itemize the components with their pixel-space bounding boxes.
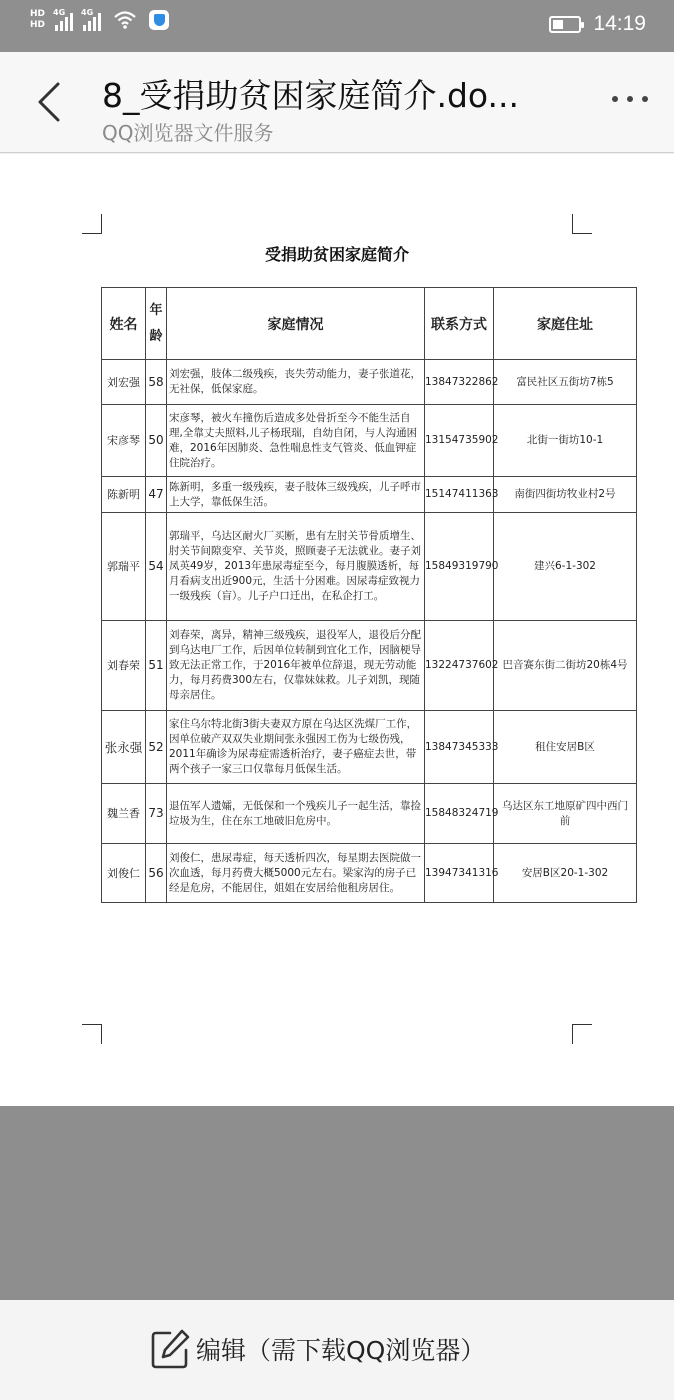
crop-mark-bottom-left [82,1024,102,1044]
cell-name: 陈新明 [102,477,146,513]
cell-age: 47 [146,477,167,513]
cell-address: 乌达区东工地原矿四中西门前 [494,784,637,844]
cell-phone: 13154735902 [425,405,494,477]
cell-info: 刘春荣，离异，精神三级残疾，退役军人，退役后分配到乌达电厂工作，后因单位转制到宜化工作，因脑梗导致无法正常工作，于2016年被单位辞退，现无劳动能力，每月药费300左右，仅靠妹妹救。儿子刘凯，现随母亲居住。 [167,621,425,711]
table-row [102,844,637,903]
cell-name: 刘俊仁 [102,844,146,903]
cell-name: 张永强 [102,711,146,784]
crop-mark-top-right [572,214,592,234]
hd-indicator [30,9,45,31]
document-title: 受捐助贫困家庭简介 [264,245,409,264]
family-table [101,287,637,903]
cell-info: 退伍军人遗孀，无低保和一个残疾儿子一起生活，靠捡垃圾为生，住在东工地破旧危房中。 [167,784,425,844]
crop-mark-top-left [82,214,102,234]
cell-info: 刘俊仁，患尿毒症，每天透析四次，每星期去医院做一次血透，每月药费大概5000元左右。梁家沟的房子已经是危房，不能居住，姐姐在安居给他租房居住。 [167,844,425,903]
status-right [549,12,646,36]
cell-phone: 13847322862 [425,360,494,405]
cell-phone: 13947341316 [425,844,494,903]
cell-info: 家住乌尔特北街3街夫妻双方原在乌达区洗煤厂工作，因单位破产双双失业期间张永强因工伤为七级伤残，2011年确诊为尿毒症需透析治疗，妻子癌症去世，带两个孩子一家三口仅靠每月低保生活。 [167,711,425,784]
cell-address: 租住安居B区 [494,711,637,784]
network-label-1: 4G [53,8,66,17]
cell-age: 73 [146,784,167,844]
hd-label-bottom: HD [30,20,46,30]
table-row [102,711,637,784]
cell-info: 陈新明，多重一级残疾，妻子肢体三级残疾，儿子呼市上大学，靠低保生活。 [167,477,425,513]
cell-phone: 13224737602 [425,621,494,711]
cell-address: 富民社区五街坊7栋5 [494,360,637,405]
crop-mark-bottom-right [572,1024,592,1044]
table-header-row [102,288,637,360]
hd-label-top: HD [30,9,46,19]
column-header-age: 年龄 [146,288,167,360]
edit-button[interactable] [148,1327,485,1371]
cell-address: 建兴6-1-302 [494,513,637,621]
cell-info: 刘宏强，肢体二级残疾，丧失劳动能力，妻子张道花，无社保，低保家庭。 [167,360,425,405]
status-left [30,9,169,31]
column-header-address: 家庭住址 [494,288,637,360]
column-header-phone: 联系方式 [425,288,494,360]
bottom-bar [0,1300,674,1400]
page-title: 8_受捐助贫困家庭简介.do... [102,76,520,115]
signal-icon [83,9,101,31]
column-header-info: 家庭情况 [167,288,425,360]
signal-icon [55,9,73,31]
table-row [102,621,637,711]
wifi-icon [113,10,137,30]
cell-info: 宋彦琴，被火车撞伤后造成多处骨折至今不能生活自理,全靠丈夫照料,儿子杨珉瑞，自幼自闭，与人沟通困难，2016年因肺炎、急性喘息性支气管炎、低血钾症住院治疗。 [167,405,425,477]
column-header-name: 姓名 [102,288,146,360]
table-row [102,784,637,844]
table-row [102,477,637,513]
cell-age: 50 [146,405,167,477]
cell-name: 刘宏强 [102,360,146,405]
edit-icon [148,1327,192,1371]
cell-phone: 15848324719 [425,784,494,844]
clock: 14:19 [593,12,646,35]
more-menu-icon[interactable] [612,96,648,102]
status-bar [0,0,674,52]
cell-age: 52 [146,711,167,784]
chevron-left-icon [30,80,70,124]
cell-age: 51 [146,621,167,711]
document-background [0,1106,674,1300]
table-row [102,513,637,621]
battery-icon [549,16,581,33]
table-row [102,360,637,405]
cell-name: 刘春荣 [102,621,146,711]
cell-name: 宋彦琴 [102,405,146,477]
cell-name: 郭瑞平 [102,513,146,621]
cell-address: 巴音赛东街二街坊20栋4号 [494,621,637,711]
cell-age: 54 [146,513,167,621]
network-label-2: 4G [81,8,94,17]
cell-address: 北街一街坊10-1 [494,405,637,477]
edit-button-label: 编辑（需下载QQ浏览器） [196,1336,486,1365]
cell-phone: 15147411363 [425,477,494,513]
cell-info: 郭瑞平，乌达区耐火厂买断，患有左肘关节骨质增生、肘关节间隙变窄、关节炎，照顾妻子无法就业。妻子刘凤英49岁，2013年患尿毒症至今，每月腹膜透析，每月看病支出近900元，生活十分困难。因尿毒症致视力一级残疾（盲）。儿子户口迁出，在私企打工。 [167,513,425,621]
cell-age: 56 [146,844,167,903]
cell-address: 安居B区20-1-302 [494,844,637,903]
table-row [102,405,637,477]
cell-address: 南街四街坊牧业村2号 [494,477,637,513]
page-subtitle: QQ浏览器文件服务 [102,121,274,145]
cell-phone: 15849319790 [425,513,494,621]
cell-phone: 13847345333 [425,711,494,784]
document-page[interactable] [0,154,674,1106]
app-header [0,52,674,153]
cell-name: 魏兰香 [102,784,146,844]
back-button[interactable] [30,80,70,124]
shield-icon [149,10,169,30]
cell-age: 58 [146,360,167,405]
